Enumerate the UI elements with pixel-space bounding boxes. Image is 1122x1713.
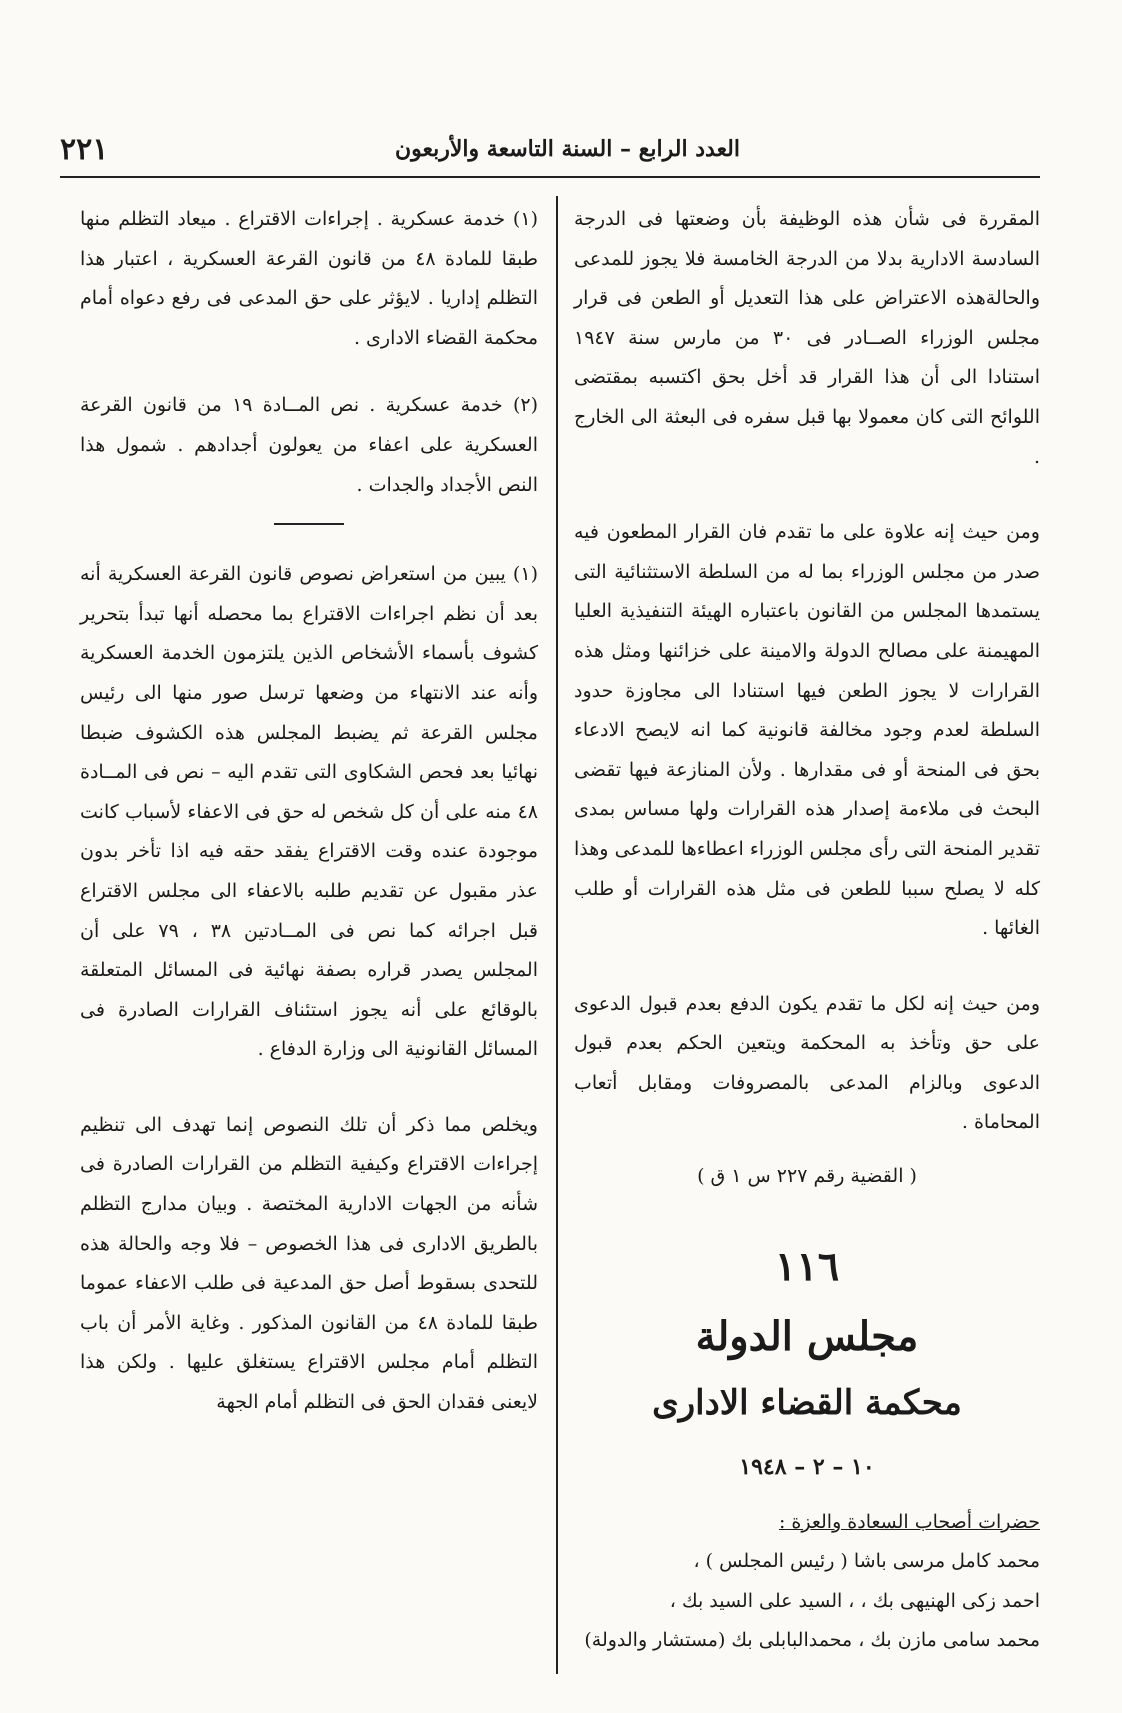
- separator-rule: [274, 523, 344, 525]
- court-name: محكمة القضاء الادارى: [652, 1382, 962, 1423]
- page-number: ٢٢١: [60, 132, 109, 167]
- right-column: [574, 200, 1040, 1661]
- paragraph: المقررة فى شأن هذه الوظيفة بأن وضعتها فى الدرجة السادسة الادارية بدلا من الدرجة الخامسة فلا يجوز للمدعى والحالةهذه الاعتراض على هذا التعديل أو الطعن فى قرار مجلس الوزراء الصــادر فى ٣٠ من مارس سنة ١٩٤٧ استنادا الى أن هذا القرار قد أخل بحق اكتسبه بمقتضى اللوائح التى كان معمولا بها قبل سفره فى البعثة الى الخارج .: [574, 208, 1040, 468]
- headnote: (١) خدمة عسكرية . إجراءات الاقتراع . ميعاد التظلم منها طبقا للمادة ٤٨ من قانون القرعة العسكرية ، اعتبار هذا التظلم إداريا . لايؤثر على حق المدعى فى رفع دعواه أمام محكمة القضاء الادارى .: [80, 208, 538, 349]
- headnote: (٢) خدمة عسكرية . نص المــادة ١٩ من قانون القرعة العسكرية على اعفاء من يعولون أجدادهم . شمول هذا النص الأجداد والجدات .: [80, 394, 538, 496]
- header-rule: [60, 176, 1040, 178]
- judgment-date: ١٠ – ٢ – ١٩٤٨: [739, 1453, 875, 1480]
- council-name: مجلس الدولة: [695, 1312, 919, 1360]
- paragraph: ومن حيث إنه لكل ما تقدم يكون الدفع بعدم قبول الدعوى على حق وتأخذ به المحكمة ويتعين الحكم بعدم قبول الدعوى وبالزام المدعى بالمصروفات ومقابل أتعاب المحاماة .: [574, 992, 1040, 1134]
- left-column: [80, 200, 538, 1423]
- attendee-line: محمد سامى مازن بك ، محمدالبابلى بك (مستشار والدولة): [584, 1629, 1040, 1652]
- paragraph: (١) يبين من استعراض نصوص قانون القرعة العسكرية أنه بعد أن نظم اجراءات الاقتراع بما محصله أنها تبدأ بتحرير كشوف بأسماء الأشخاص الذين يلتزمون الخدمة العسكرية وأنه عند الانتهاء من وضعها ترسل صور منها الى رئيس مجلس القرعة ثم يضبط المجلس هذه الكشوف ضبطا نهائيا بعد فحص الشكاوى التى تقدم اليه – نص فى المــادة ٤٨ منه على أن كل شخص له حق فى الاعفاء لأسباب كانت موجودة عنده وقت الاقتراع يفقد حقه فيه اذا تأخر بدون عذر مقبول عن تقديم طلبه بالاعفاء الى مجلس الاقتراع قبل اجرائه كما نص فى المــادتين ٣٨ ، ٧٩ على أن المجلس يصدر قراره بصفة نهائية فى المسائل المتعلقة بالوقائع على أنه يجوز استئناف القرارات الصادرة فى المسائل القانونية الى وزارة الدفاع .: [80, 563, 539, 1061]
- issue-title: العدد الرابع – السنة التاسعة والأربعون: [394, 136, 740, 162]
- attendees-title: حضرات أصحاب السعادة والعزة :: [778, 1510, 1040, 1533]
- attendee-line: احمد زكى الهنيهى بك ، ، السيد على السيد بك ،: [669, 1589, 1040, 1612]
- page-header: [60, 132, 1040, 178]
- attendee-line: محمد كامل مرسى باشا ( رئيس المجلس ) ،: [693, 1550, 1040, 1573]
- case-reference: ( القضية رقم ٢٢٧ س ١ ق ): [697, 1165, 917, 1188]
- paragraph: ويخلص مما ذكر أن تلك النصوص إنما تهدف الى تنظيم إجراءات الاقتراع وكيفية التظلم من القرارات الصادرة فى شأنه من الجهات الادارية المختصة . وبيان مدارج التظلم بالطريق الادارى فى هذا الخصوص – فلا وجه والحالة هذه للتحدى بسقوط أصل حق المدعية فى طلب الاعفاء عموما طبقا للمادة ٤٨ من القانون المذكور . وغاية الأمر أن باب التظلم أمام مجلس الاقتراع يستغلق عليها . ولكن هذا لايعنى فقدان الحق فى التظلم أمام الجهة: [80, 1113, 538, 1414]
- column-divider: [556, 196, 558, 1674]
- paragraph: ومن حيث إنه علاوة على ما تقدم فان القرار المطعون فيه صدر من مجلس الوزراء بما له من السلطة الاستثنائية التى يستمدها المجلس من القانون باعتباره الهيئة التنفيذية العليا المهيمنة على مصالح الدولة والامينة على خزائنها ومثل هذه القرارات لا يجوز الطعن فيها استنادا الى مجاوزة حدود السلطة لعدم وجود مخالفة قانونية كما انه لايصح الادعاء بحق فى المنحة أو فى مقدارها . ولأن المنازعة فيها تقضى البحث فى ملاءمة إصدار هذه القرارات ولها مساس بمدى تقدير المنحة التى رأى مجلس الوزراء اعطاءها للمدعى وهذا كله لا يصلح سببا للطعن فى مثل هذه القرارات أو طلب الغائها .: [574, 521, 1040, 940]
- case-number: ١١٦: [774, 1242, 840, 1290]
